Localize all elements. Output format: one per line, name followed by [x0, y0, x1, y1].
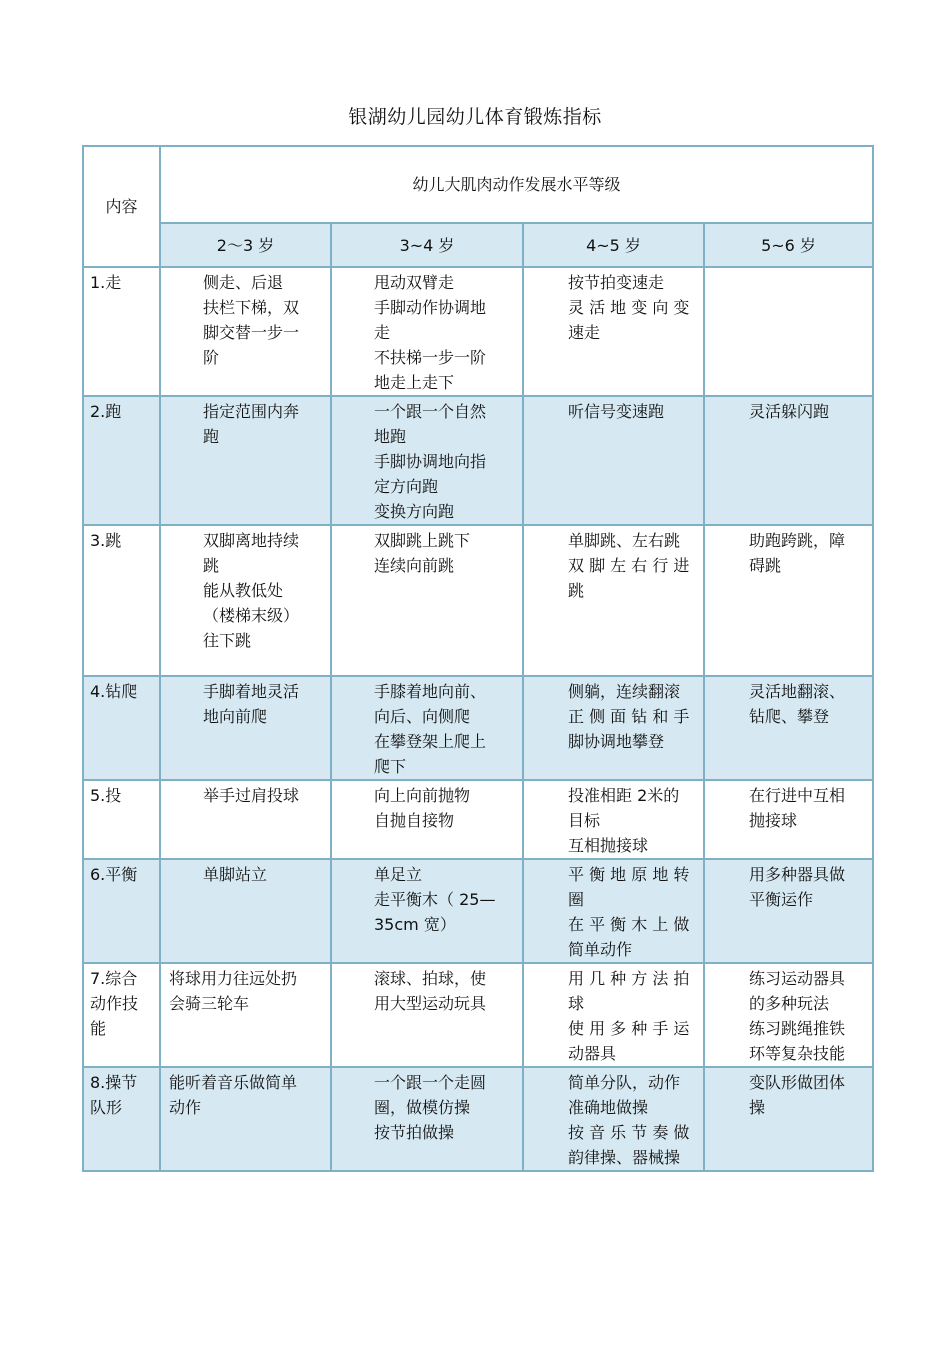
age-header: 5~6 岁: [704, 223, 873, 267]
table-row: [83, 1067, 873, 1171]
age-header: 3~4 岁: [331, 223, 523, 267]
level-cell: 平 衡 地 原 地 转 圈 在 平 衡 木 上 做 简单动作: [568, 865, 690, 959]
table-row: [83, 525, 873, 676]
level-cell: 单足立 走平衡木（ 25— 35cm 宽）: [374, 865, 496, 934]
level-cell: 手膝着地向前、 向后、向侧爬 在攀登架上爬上 爬下: [374, 682, 487, 776]
level-cell: 侧躺，连续翻滚 正 侧 面 钻 和 手 脚协调地攀登: [568, 682, 690, 751]
item-label: 1.走: [90, 273, 122, 292]
item-label: 5.投: [90, 786, 122, 805]
table-row: [83, 780, 873, 859]
level-cell: 听信号变速跑: [568, 402, 665, 421]
level-cell: 侧走、后退 扶栏下梯，双 脚交替一步一 阶: [203, 273, 300, 367]
level-cell: 双脚跳上跳下 连续向前跳: [374, 531, 471, 575]
level-cell: 变队形做团体 操: [749, 1073, 846, 1117]
level-cell: 能听着音乐做简单 动作: [169, 1073, 298, 1117]
level-header: 幼儿大肌肉动作发展水平等级: [412, 175, 621, 194]
level-cell: 用多种器具做 平衡运作: [749, 865, 846, 909]
level-cell: 简单分队，动作 准确地做操 按 音 乐 节 奏 做 韵律操、器械操: [568, 1073, 690, 1167]
item-label: 8.操节 队形: [90, 1073, 138, 1117]
table-row: [83, 267, 873, 396]
level-cell: 双脚离地持续 跳 能从教低处 （楼梯末级） 往下跳: [203, 531, 300, 650]
item-label: 2.跑: [90, 402, 122, 421]
level-cell: 一个跟一个走圆 圈，做模仿操 按节拍做操: [374, 1073, 487, 1142]
page-title: 银湖幼儿园幼儿体育锻炼指标: [348, 106, 602, 128]
level-cell: 将球用力往远处扔 会骑三轮车: [169, 969, 298, 1013]
content-header-cell: [83, 146, 160, 267]
level-cell: 灵活地翻滚、 钻爬、攀登: [749, 682, 846, 726]
level-cell: 滚球、拍球，使 用大型运动玩具: [374, 969, 487, 1013]
level-cell: 练习运动器具 的多种玩法 练习跳绳推铁 环等复杂技能: [749, 969, 846, 1063]
table-row: [83, 676, 873, 780]
level-cell: 单脚跳、左右跳 双 脚 左 右 行 进 跳: [568, 531, 690, 600]
age-header: 4~5 岁: [523, 223, 704, 267]
table-row: [83, 963, 873, 1067]
level-cell: 手脚着地灵活 地向前爬: [203, 682, 300, 726]
level-cell: 甩动双臂走 手脚动作协调地 走 不扶梯一步一阶 地走上走下: [374, 273, 487, 392]
level-cell: 用 几 种 方 法 拍 球 使 用 多 种 手 运 动器具: [568, 969, 690, 1063]
level-cell: 助跑跨跳，障 碍跳: [749, 531, 846, 575]
level-cell: 指定范围内奔 跑: [203, 402, 300, 446]
level-cell: 投准相距 2米的 目标 互相抛接球: [568, 786, 680, 855]
item-label: 7.综合 动作技 能: [90, 969, 139, 1038]
item-label: 4.钻爬: [90, 682, 138, 701]
table-row: [83, 396, 873, 525]
level-cell: 举手过肩投球: [203, 786, 300, 805]
fitness-index-table: [82, 145, 874, 1172]
content-header: 内容: [105, 197, 138, 216]
level-cell: 一个跟一个自然 地跑 手脚协调地向指 定方向跑 变换方向跑: [374, 402, 487, 521]
level-cell: [705, 268, 872, 270]
level-header-cell: [160, 146, 873, 223]
age-header: 2～3 岁: [160, 223, 331, 267]
level-cell: 灵活躲闪跑: [749, 402, 830, 421]
item-label: 6.平衡: [90, 865, 138, 884]
level-cell: 单脚站立: [203, 865, 268, 884]
level-cell: 在行进中互相 抛接球: [749, 786, 846, 830]
level-cell: 向上向前抛物 自抛自接物: [374, 786, 471, 830]
item-label: 3.跳: [90, 531, 122, 550]
table-row: [83, 859, 873, 963]
level-cell: 按节拍变速走 灵 活 地 变 向 变 速走: [568, 273, 690, 342]
